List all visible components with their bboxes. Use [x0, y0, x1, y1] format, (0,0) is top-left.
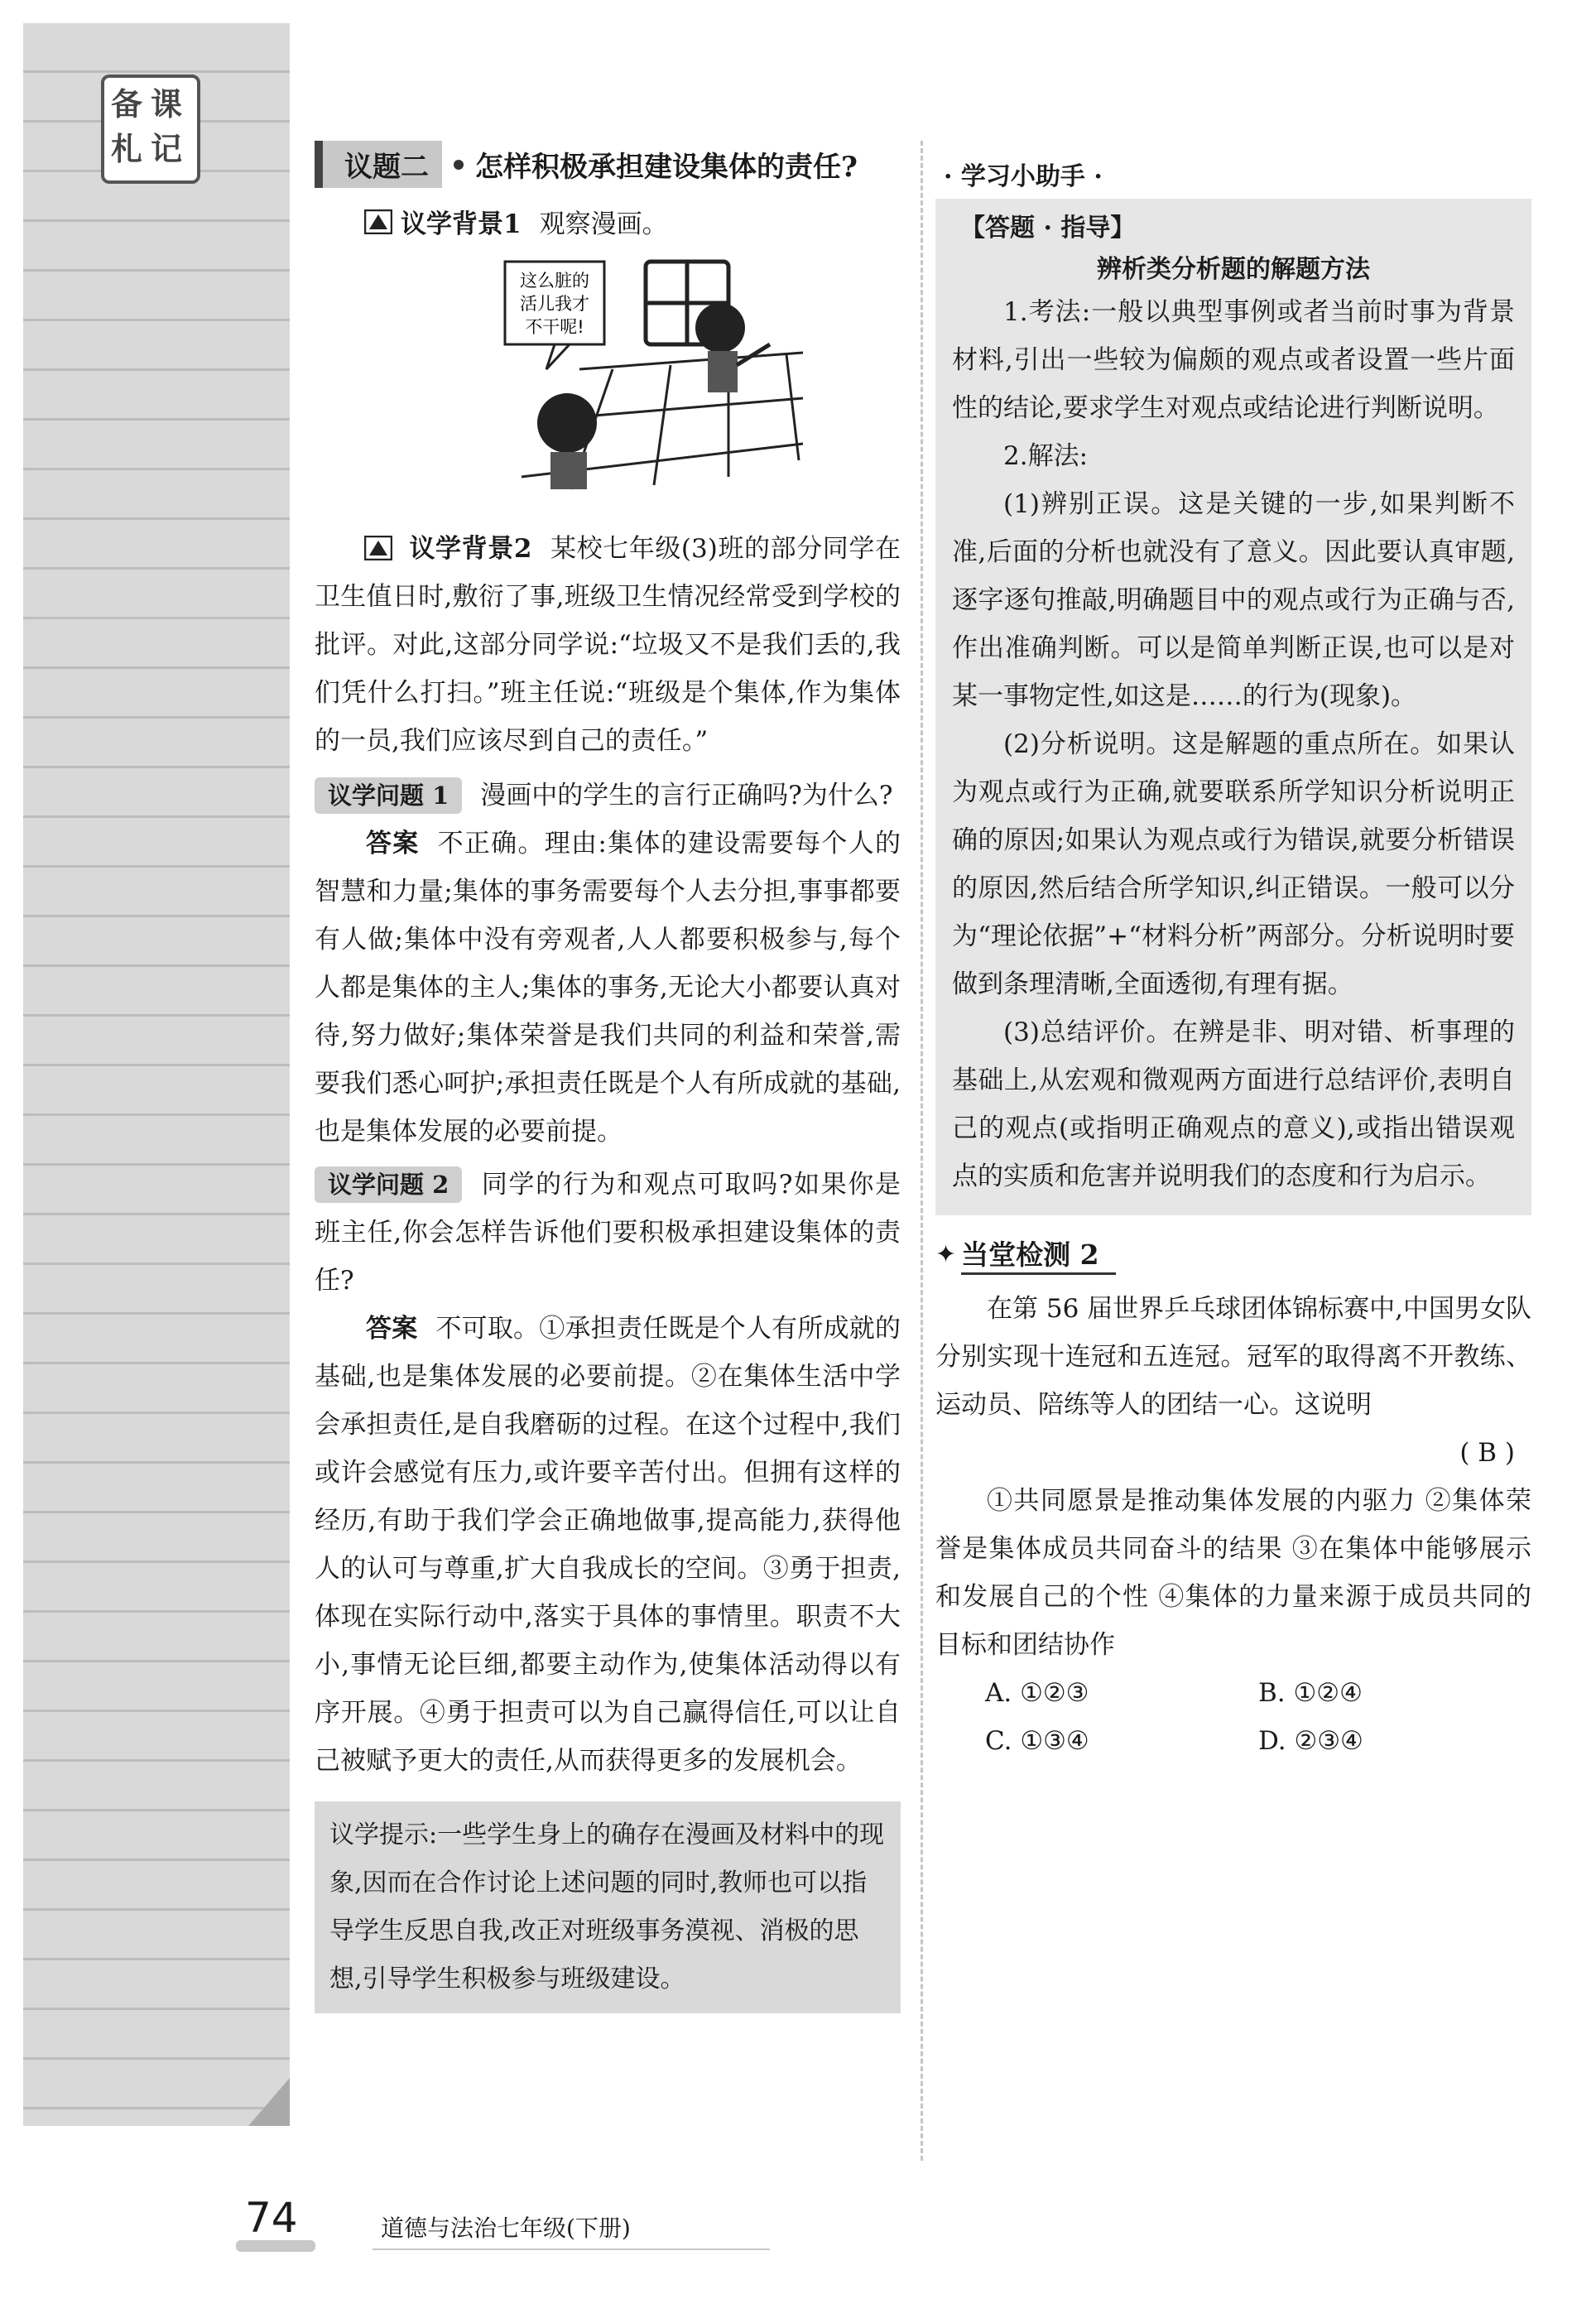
answer1-label: 答案: [366, 829, 420, 858]
badge-char-4: 记: [151, 130, 183, 167]
helper-paragraph-2: 2.解法:: [1003, 441, 1089, 471]
page-number: 74: [245, 2194, 298, 2242]
speech-bubble-line-2: 活儿我才: [520, 294, 589, 314]
check-answer: ( B ): [1459, 1438, 1515, 1468]
background1-text: 观察漫画。: [539, 209, 668, 239]
page-fold-corner: [248, 2078, 290, 2126]
right-column: [935, 156, 1531, 1765]
question2-paragraph: [315, 1161, 901, 1305]
discussion-tip-box: [315, 1801, 901, 2013]
badge-char-2: 课: [151, 85, 183, 123]
in-class-check-heading: [935, 1234, 1531, 1275]
speech-bubble-line-1: 这么脏的: [520, 271, 589, 291]
question1-text: 漫画中的学生的言行正确吗?为什么?: [480, 781, 893, 810]
question1-label: 议学问题 1: [315, 777, 462, 814]
answer2-text: 不可取。①承担责任既是个人有所成就的基础,也是集体发展的必要前提。②在集体生活中学会承担责任,是自我磨砺的过程。在这个过程中,我们或许会感觉有压力,或许要辛苦付出。但拥有这样的经历,有助于我们学会正确地做事,提高能力,获得他人的认可与尊重,扩大自我成长的空间。③勇于担责,体现在实际行动中,落实于具体的事情里。职责不大小,事情无论巨细,都要主动作为,使集体活动得以有序开展。④勇于担责可以为自己赢得信任,可以让自己被赋予更大的责任,从而获得更多的发展机会。: [315, 1314, 901, 1776]
study-helper-box: [935, 199, 1531, 1215]
question1-paragraph: [315, 772, 901, 820]
option-d: D. ②③④: [1258, 1726, 1363, 1756]
check-question-stem: 在第 56 届世界乒乓球团体锦标赛中,中国男女队分别实现十连冠和五连冠。冠军的取得离不开教练、运动员、陪练等人的团结一心。这说明: [935, 1294, 1532, 1420]
background2-text: 某校七年级(3)班的部分同学在卫生值日时,敷衍了事,班级卫生情况经常受到学校的批评。对此,这部分同学说:“垃圾又不是我们丢的,我们凭什么打扫。”班主任说:“班级是个集体,作为集体的一员,我们应该尽到自己的责任。”: [315, 534, 901, 756]
answer2-label: 答案: [366, 1314, 418, 1344]
flag-icon: [364, 536, 392, 560]
topic-title: [315, 141, 901, 188]
helper-paragraph-4: (2)分析说明。这是解题的重点所在。如果认为观点或行为正确,就要联系所学知识分析说明正确的原因;如果认为观点或行为错误,就要分析错误的原因,然后结合所学知识,纠正错误。一般可以分为“理论依据”+“材料分析”两部分。分析说明时要做到条理清晰,全面透彻,有理有据。: [952, 729, 1515, 999]
helper-heading: 辨析类分析题的解题方法: [1097, 255, 1370, 284]
page-number-underline: [236, 2240, 315, 2252]
badge-char-3: 札: [111, 130, 143, 167]
lesson-notes-badge: [101, 75, 200, 184]
option-b: B. ①②④: [1258, 1678, 1363, 1708]
check-statements: ①共同愿景是推动集体发展的内驱力 ②集体荣誉是集体成员共同奋斗的结果 ③在集体中能够展示和发展自己的个性 ④集体的力量来源于成员共同的目标和团结协作: [935, 1486, 1531, 1660]
helper-paragraph-3: (1)辨别正误。这是关键的一步,如果判断不准,后面的分析也就没有了意义。因此要认真审题,逐字逐句推敲,明确题目中的观点或行为正确与否,作出准确判断。可以是简单判断正误,也可以是对某一事物定性,如这是……的行为(现象)。: [952, 489, 1515, 711]
answer1-text: 不正确。理由:集体的建设需要每个人的智慧和力量;集体的事务需要每个人去分担,事事都要有人做;集体中没有旁观者,人人都要积极参与,每个人都是集体的主人;集体的事务,无论大小都要认真对待,努力做好;集体荣誉是我们共同的利益和荣誉,需要我们悉心呵护;承担责任既是个人有所成就的基础,也是集体发展的必要前提。: [315, 829, 901, 1147]
helper-paragraph-5: (3)总结评价。在辨是非、明对错、析事理的基础上,从宏观和微观两方面进行总结评价,表明自己的观点(或指明正确观点的意义),或指出错误观点的实质和危害并说明我们的态度和行为启示。: [952, 1017, 1515, 1191]
background2-paragraph: [315, 525, 901, 765]
topic-tag: 议题二: [315, 141, 442, 188]
sparkle-icon: ✦: [935, 1239, 957, 1269]
option-a: A. ①②③: [985, 1678, 1089, 1708]
check-options: [985, 1669, 1531, 1765]
topic-heading: 怎样积极承担建设集体的责任?: [475, 151, 858, 184]
helper-subtitle: 【答题 · 指导】: [960, 214, 1136, 243]
helper-title: · 学习小助手 ·: [944, 162, 1103, 191]
question2-label: 议学问题 2: [315, 1166, 462, 1203]
notes-sidebar: [23, 23, 290, 2126]
flag-icon: [364, 209, 392, 234]
background1-heading: [364, 203, 901, 240]
answer1-paragraph: [315, 820, 901, 1156]
answer2-paragraph: [315, 1305, 901, 1785]
background1-label: 议学背景1: [401, 209, 522, 239]
speech-bubble-line-3: 不干呢!: [525, 317, 584, 337]
background2-label: 议学背景2: [409, 534, 532, 564]
question2-text: 同学的行为和观点可取吗?如果你是班主任,你会怎样告诉他们要积极承担建设集体的责任?: [315, 1170, 901, 1296]
option-c: C. ①③④: [985, 1726, 1089, 1756]
column-divider: [921, 141, 923, 2161]
discussion-tip-text: 议学提示:一些学生身上的确存在漫画及材料中的现象,因而在合作讨论上述问题的同时,教师也可以指导学生反思自我,改正对班级事务漠视、消极的思想,引导学生积极参与班级建设。: [329, 1820, 885, 1993]
bullet-dot-icon: [454, 160, 464, 170]
footer-rule: [373, 2248, 770, 2250]
in-class-check-label: 当堂检测 2: [961, 1234, 1115, 1275]
helper-paragraph-1: 1.考法:一般以典型事例或者当前时事为背景材料,引出一些较为偏颇的观点或者设置一些片面性的结论,要求学生对观点或结论进行判断说明。: [952, 297, 1515, 423]
left-column: [315, 141, 901, 2013]
cartoon-illustration: [472, 253, 820, 502]
badge-char-1: 备: [111, 85, 143, 123]
book-title: 道德与法治七年级(下册): [381, 2215, 631, 2242]
